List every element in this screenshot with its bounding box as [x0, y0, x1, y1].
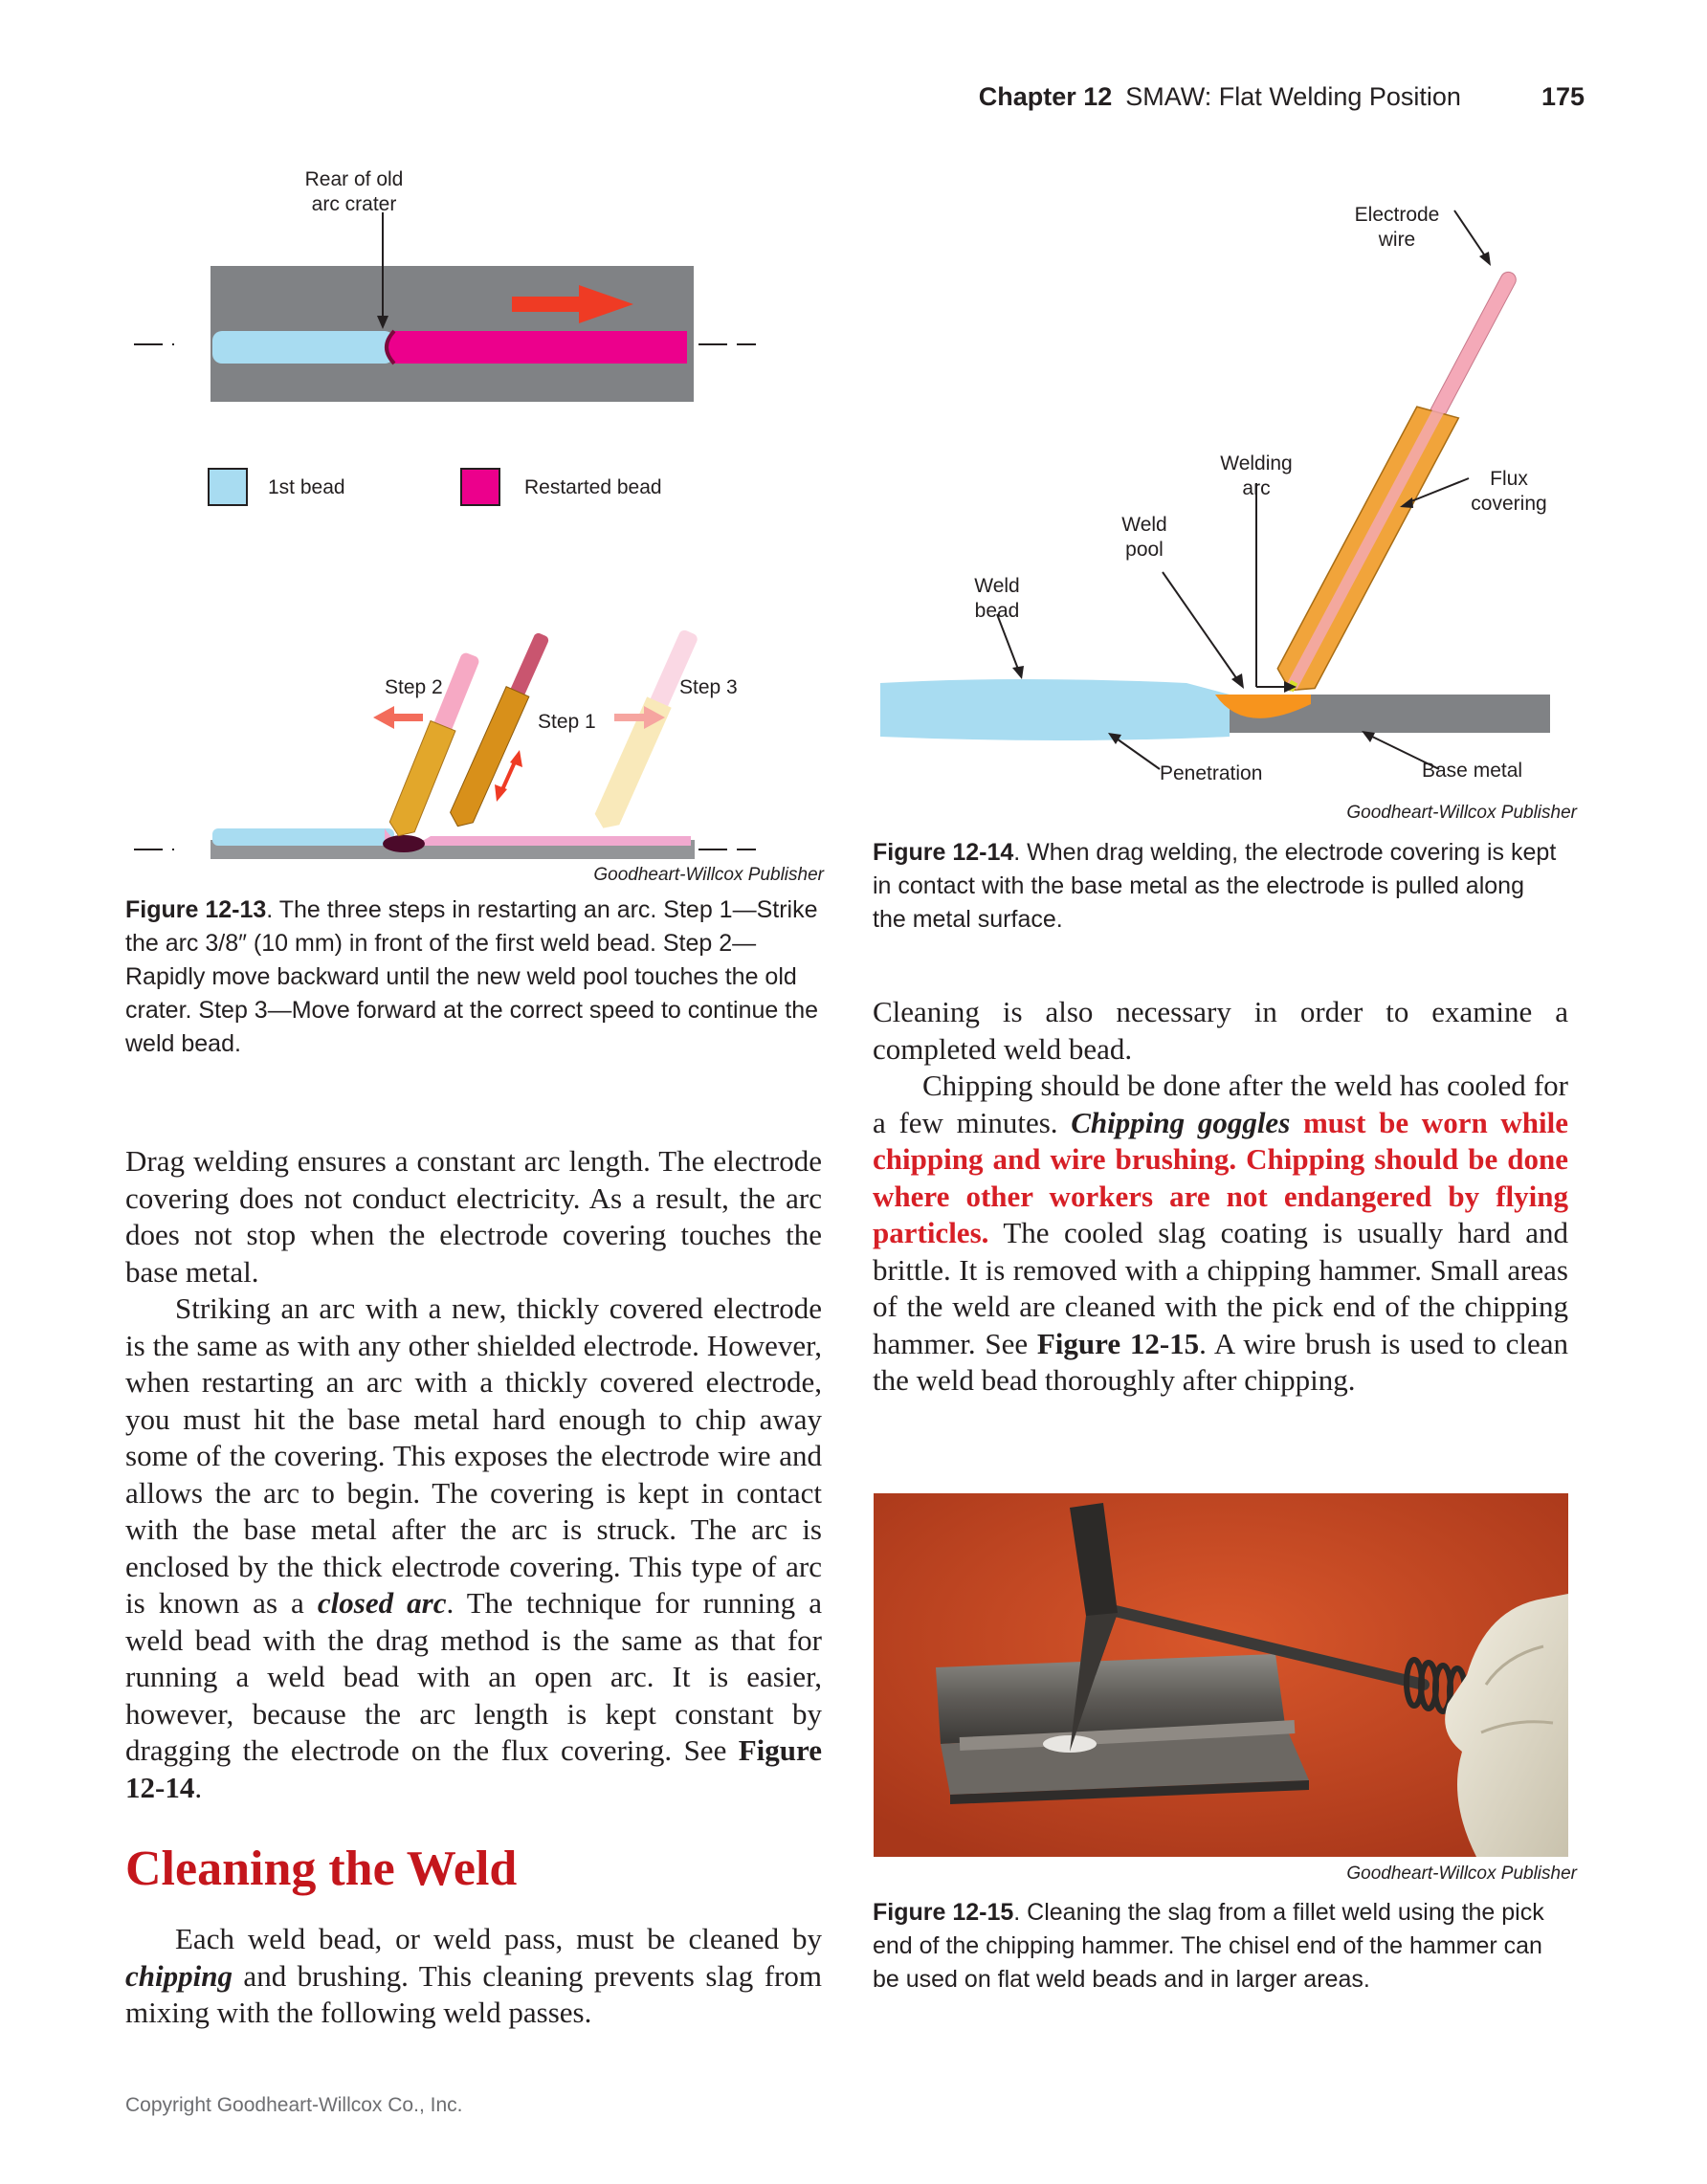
figure-reference: Figure 12-14	[125, 1733, 822, 1804]
right-column-text	[873, 994, 1568, 1400]
flux-line1: Flux	[1490, 468, 1528, 490]
penetration-label: Penetration	[1160, 762, 1263, 784]
text-span: The cooled slag coating is usually hard and brittle. It is removed with a chipping hammer. Small areas of the weld are cleaned with the pick end of the chipping hammer. See	[873, 1216, 1568, 1360]
welding-arc-label	[1199, 452, 1314, 501]
restarted-bead	[387, 331, 687, 364]
term-chipping-goggles: Chipping goggles	[1071, 1105, 1291, 1139]
paragraph-examine: Cleaning is also necessary in order to examine a completed weld bead.	[873, 995, 1568, 1066]
text-span: . A wire brush is used to clean the weld bead thoroughly after chipping.	[873, 1326, 1568, 1397]
caption-label: Figure 12-14	[873, 839, 1014, 866]
paragraph-drag-welding: Drag welding ensures a constant arc length. The electrode covering does not conduct electricity. As a result, the arc does not stop when the electrode covering touches the base metal.	[125, 1144, 822, 1289]
copyright-footer: Copyright Goodheart-Willcox Co., Inc.	[125, 2094, 463, 2116]
legend-restart-label: Restarted bead	[524, 476, 662, 498]
paragraph-chipping	[873, 1068, 1568, 1400]
electrode-wire-line1: Electrode	[1354, 204, 1440, 226]
weld-bead-line2: bead	[974, 600, 1020, 622]
caption-text: . The three steps in restarting an arc. Step 1—Strike the arc 3/8″ (10 mm) in front of the first weld bead. Step 2—Rapidly move backward until the new weld pool touches the old crater. Step 3—Move forward at the correct speed to continue the weld bead.	[125, 896, 818, 1057]
section-heading: Cleaning the Weld	[125, 1842, 518, 1896]
step2-label: Step 2	[385, 676, 443, 698]
weld-pool-line2: pool	[1125, 539, 1164, 561]
text-span: Each weld bead, or weld pass, must be cleaned by	[175, 1922, 822, 1955]
text-span: Chipping should be done after the weld has cooled for a few minutes.	[873, 1069, 1568, 1139]
figure-12-15-photo	[874, 1493, 1568, 1857]
crater-label-line1: Rear of old	[304, 168, 404, 190]
left-arrow-icon	[373, 706, 423, 729]
first-bead	[212, 331, 394, 364]
flux-line2: covering	[1471, 493, 1547, 515]
caption-label: Figure 12-13	[125, 896, 267, 923]
restart-steps-diagram	[124, 593, 832, 880]
chapter-title: SMAW: Flat Welding Position	[1125, 82, 1461, 111]
weld-bead	[880, 679, 1230, 740]
text-span: . The technique for running a weld bead with the drag method is the same as that for running a weld bead with an open arc. It is easier, however, because the arc length is kept constant by dragging the electrode on the flux covering. See	[125, 1586, 822, 1767]
clean-weld-spot	[1043, 1735, 1097, 1753]
figure-12-14	[871, 163, 1569, 813]
caption-label: Figure 12-15	[873, 1899, 1014, 1926]
step3-electrode	[591, 627, 703, 833]
figure-12-13-top	[124, 163, 832, 517]
term-chipping: chipping	[125, 1958, 233, 1993]
safety-warning: must be worn while chipping and wire brushing. Chipping should be done where other workers are not endangered by flying particles.	[873, 1105, 1569, 1249]
page-number: 175	[1541, 82, 1585, 111]
crater-label-line2: arc crater	[311, 193, 397, 215]
weld-bead-label	[959, 574, 1035, 624]
chipping-hammer-photo	[874, 1493, 1568, 1857]
paragraph-striking-arc	[125, 1291, 822, 1806]
text-span: .	[194, 1770, 203, 1804]
figure-reference: Figure 12-15	[1036, 1326, 1200, 1360]
text-span: and brushing. This cleaning prevents slag from mixing with the following weld passes.	[125, 1958, 822, 2029]
caption-text: . When drag welding, the electrode covering is kept in contact with the base metal as the electrode is pulled along the metal surface.	[873, 839, 1557, 933]
left-column-text	[125, 1143, 822, 1806]
electrode-wire-label	[1340, 203, 1454, 253]
chapter-label: Chapter 12	[978, 82, 1113, 111]
step3-label: Step 3	[679, 676, 738, 698]
legend-swatch-restart	[461, 469, 499, 505]
legend-swatch-first	[209, 469, 247, 505]
figure-12-13-credit: Goodheart-Willcox Publisher	[593, 865, 824, 885]
restart-bead-diagram	[124, 163, 832, 517]
running-header	[979, 82, 1585, 112]
paragraph-cleaning	[125, 1921, 822, 2032]
figure-12-13-steps	[124, 593, 832, 880]
welding-arc-line1: Welding	[1220, 452, 1293, 474]
legend-first-label: 1st bead	[268, 476, 345, 498]
welding-arc-line2: arc	[1242, 477, 1271, 499]
figure-12-15-caption	[873, 1896, 1562, 1996]
flux-covering-label	[1456, 467, 1562, 517]
figure-12-15-credit: Goodheart-Willcox Publisher	[1346, 1864, 1577, 1884]
weld-pool-line1: Weld	[1121, 514, 1167, 536]
electrode-wire-line2: wire	[1378, 229, 1416, 251]
figure-12-14-caption	[873, 836, 1562, 937]
weld-pool-label	[1106, 513, 1183, 563]
base-metal-label: Base metal	[1422, 760, 1523, 782]
figure-12-14-credit: Goodheart-Willcox Publisher	[1346, 803, 1577, 823]
weld-bead-line1: Weld	[974, 575, 1020, 597]
caption-text: . Cleaning the slag from a fillet weld using the pick end of the chipping hammer. The chisel end of the hammer can be used on flat weld beads and in larger areas.	[873, 1899, 1544, 1993]
step1-label: Step 1	[538, 711, 596, 733]
section-text	[125, 1921, 822, 2032]
term-closed-arc: closed arc	[317, 1586, 447, 1620]
text-span: Striking an arc with a new, thickly covered electrode is the same as with any other shielded electrode. However, when restarting an arc with a thickly covered electrode, you must hit the base metal hard enough to chip away some of the covering. This exposes the electrode wire and allows the arc to begin. The covering is kept in contact with the base metal after the arc is struck. The arc is enclosed by the thick electrode covering. This type of arc is known as a	[125, 1291, 822, 1620]
figure-12-13-caption	[125, 893, 824, 1061]
